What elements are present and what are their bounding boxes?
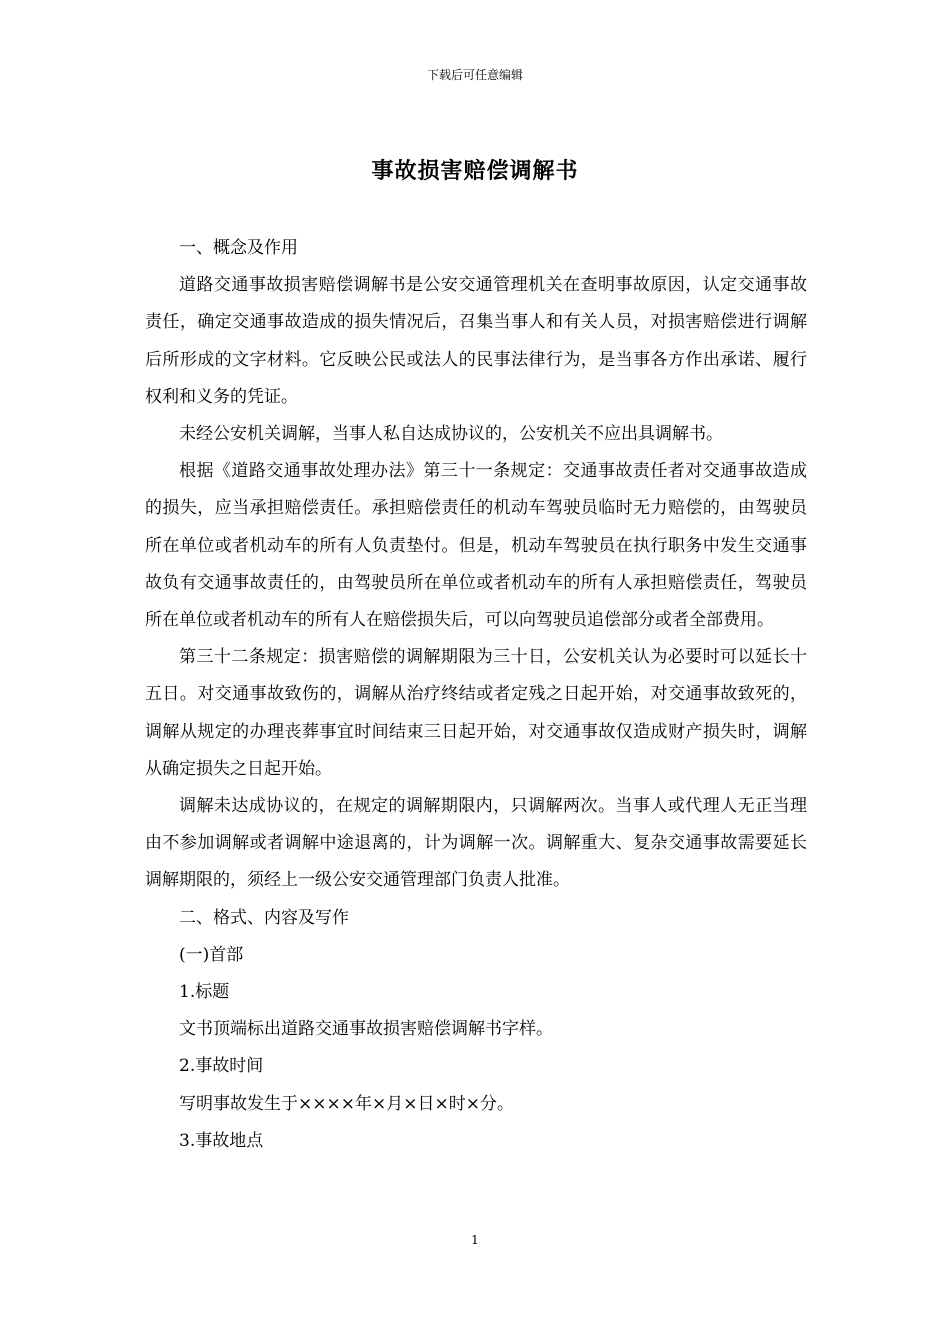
document-body (145, 230, 807, 1160)
item-heading: 1.标题 (179, 982, 230, 1003)
paragraph: 文书顶端标出道路交通事故损害赔偿调解书字样。 (179, 1019, 553, 1040)
item-heading: 3.事故地点 (179, 1130, 264, 1151)
document-title: 事故损害赔偿调解书 (371, 158, 579, 184)
paragraph: 未经公安机关调解，当事人私自达成协议的，公安机关不应出具调解书。 (179, 424, 723, 445)
header-note: 下载后可任意编辑 (426, 68, 523, 82)
paragraph: 第三十二条规定：损害赔偿的调解期限为三十日，公安机关认为必要时可以延长十五日。对交通事故致伤的，调解从治疗终结或者定残之日起开始，对交通事故致死的，调解从规定的办理丧葬事宜时间结束三日起开始，对交通事故仅造成财产损失时，调解从确定损失之日起开始。 (145, 647, 807, 779)
paragraph: 写明事故发生于××××年×月×日×时×分。 (179, 1093, 514, 1114)
paragraph: 道路交通事故损害赔偿调解书是公安交通管理机关在查明事故原因，认定交通事故责任，确定交通事故造成的损失情况后，召集当事人和有关人员，对损害赔偿进行调解后所形成的文字材料。它反映公民或法人的民事法律行为，是当事各方作出承诺、履行权利和义务的凭证。 (145, 275, 807, 407)
item-heading: 2.事故时间 (179, 1056, 264, 1077)
section-heading-format: 二、格式、内容及写作 (179, 907, 349, 928)
subsection-heading: (一)首部 (179, 944, 244, 965)
paragraph: 调解未达成协议的，在规定的调解期限内，只调解两次。当事人或代理人无正当理由不参加调解或者调解中途退离的，计为调解一次。调解重大、复杂交通事故需要延长调解期限的，须经上一级公安交通管理部门负责人批准。 (145, 796, 807, 891)
page-number: 1 (471, 1233, 479, 1247)
paragraph: 根据《道路交通事故处理办法》第三十一条规定：交通事故责任者对交通事故造成的损失，应当承担赔偿责任。承担赔偿责任的机动车驾驶员临时无力赔偿的，由驾驶员所在单位或者机动车的所有人负责垫付。但是，机动车驾驶员在执行职务中发生交通事故负有交通事故责任的，由驾驶员所在单位或者机动车的所有人承担赔偿责任，驾驶员所在单位或者机动车的所有人在赔偿损失后，可以向驾驶员追偿部分或者全部费用。 (145, 461, 807, 631)
section-heading-concept: 一、概念及作用 (179, 238, 298, 258)
